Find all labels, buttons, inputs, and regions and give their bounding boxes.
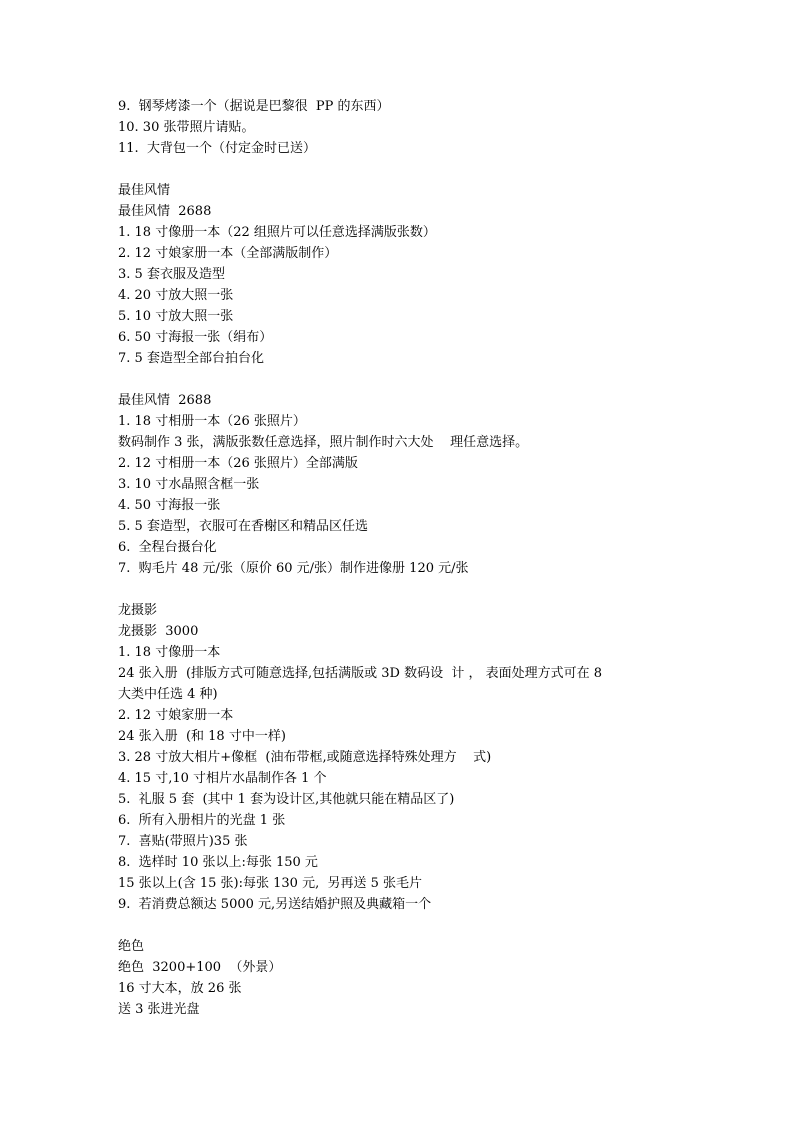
section-heading: 龙摄影: [118, 603, 158, 618]
blank-line: [118, 159, 688, 180]
text-line: 大类中任选 4 种): [118, 687, 218, 702]
text-line: 1. 18 寸相册一本（26 张照片）: [118, 414, 306, 429]
text-line: 送 3 张进光盘: [118, 1002, 200, 1017]
blank-line: [118, 369, 688, 390]
text-line: 7. 购毛片 48 元/张（原价 60 元/张）制作进像册 120 元/张: [118, 561, 469, 576]
text-line: 2. 12 寸娘家册一本: [118, 708, 234, 723]
text-line: 24 张入册 (排版方式可随意选择,包括满版或 3D 数码设 计 ， 表面处理方式可在 8: [118, 666, 603, 681]
document-page: [118, 96, 688, 1020]
text-line: 5. 礼服 5 套 (其中 1 套为设计区,其他就只能在精品区了): [118, 792, 455, 807]
text-line: 11. 大背包一个（付定金时已送）: [118, 141, 316, 156]
text-line: 9. 若消费总额达 5000 元,另送结婚护照及典藏箱一个: [118, 897, 432, 912]
blank-line: [118, 915, 688, 936]
text-line: 9. 钢琴烤漆一个（据说是巴黎很 PP 的东西）: [118, 99, 390, 114]
text-line: 7. 喜贴(带照片)35 张: [118, 834, 248, 849]
text-line: 3. 5 套衣服及造型: [118, 267, 225, 282]
section-best-style-1: [118, 180, 688, 369]
text-line: 2. 12 寸相册一本（26 张照片）全部满版: [118, 456, 358, 471]
text-line: 24 张入册 (和 18 寸中一样): [118, 729, 286, 744]
text-line: 8. 选样时 10 张以上:每张 150 元: [118, 855, 318, 870]
text-line: 6. 全程台摄台化: [118, 540, 217, 555]
text-line: 15 张以上(含 15 张):每张 130 元, 另再送 5 张毛片: [118, 876, 423, 891]
section-best-style-2: [118, 390, 688, 579]
text-line: 5. 5 套造型，衣服可在香榭区和精品区任选: [118, 519, 368, 534]
blank-line: [118, 579, 688, 600]
text-line: 3. 10 寸水晶照含框一张: [118, 477, 260, 492]
text-line: 6. 50 寸海报一张（绢布）: [118, 330, 273, 345]
package-price: 最佳风情 2688: [118, 204, 212, 219]
package-price: 绝色 3200+100 （外景）: [118, 960, 282, 975]
text-line: 6. 所有入册相片的光盘 1 张: [118, 813, 286, 828]
text-line: 4. 15 寸,10 寸相片水晶制作各 1 个: [118, 771, 327, 786]
text-line: 1. 18 寸像册一本（22 组照片可以任意选择满版张数）: [118, 225, 436, 240]
section-dragon-photo: [118, 600, 688, 915]
text-line: 2. 12 寸娘家册一本（全部满版制作）: [118, 246, 338, 261]
text-line: 1. 18 寸像册一本: [118, 645, 221, 660]
text-line: 4. 20 寸放大照一张: [118, 288, 234, 303]
text-line: 5. 10 寸放大照一张: [118, 309, 234, 324]
section-peerless: [118, 936, 688, 1020]
text-line: 数码制作 3 张，满版张数任意选择，照片制作时六大处 理任意选择。: [118, 435, 529, 450]
text-line: 16 寸大本，放 26 张: [118, 981, 242, 996]
section-package-extras: [118, 96, 688, 159]
section-heading: 最佳风情: [118, 183, 171, 198]
text-line: 10. 30 张带照片请贴。: [118, 120, 255, 135]
section-heading: 绝色: [118, 939, 145, 954]
text-line: 7. 5 套造型全部台拍台化: [118, 351, 264, 366]
package-price: 龙摄影 3000: [118, 624, 199, 639]
text-line: 3. 28 寸放大相片+像框 (油布带框,或随意选择特殊处理方 式): [118, 750, 492, 765]
package-price: 最佳风情 2688: [118, 393, 212, 408]
text-line: 4. 50 寸海报一张: [118, 498, 221, 513]
